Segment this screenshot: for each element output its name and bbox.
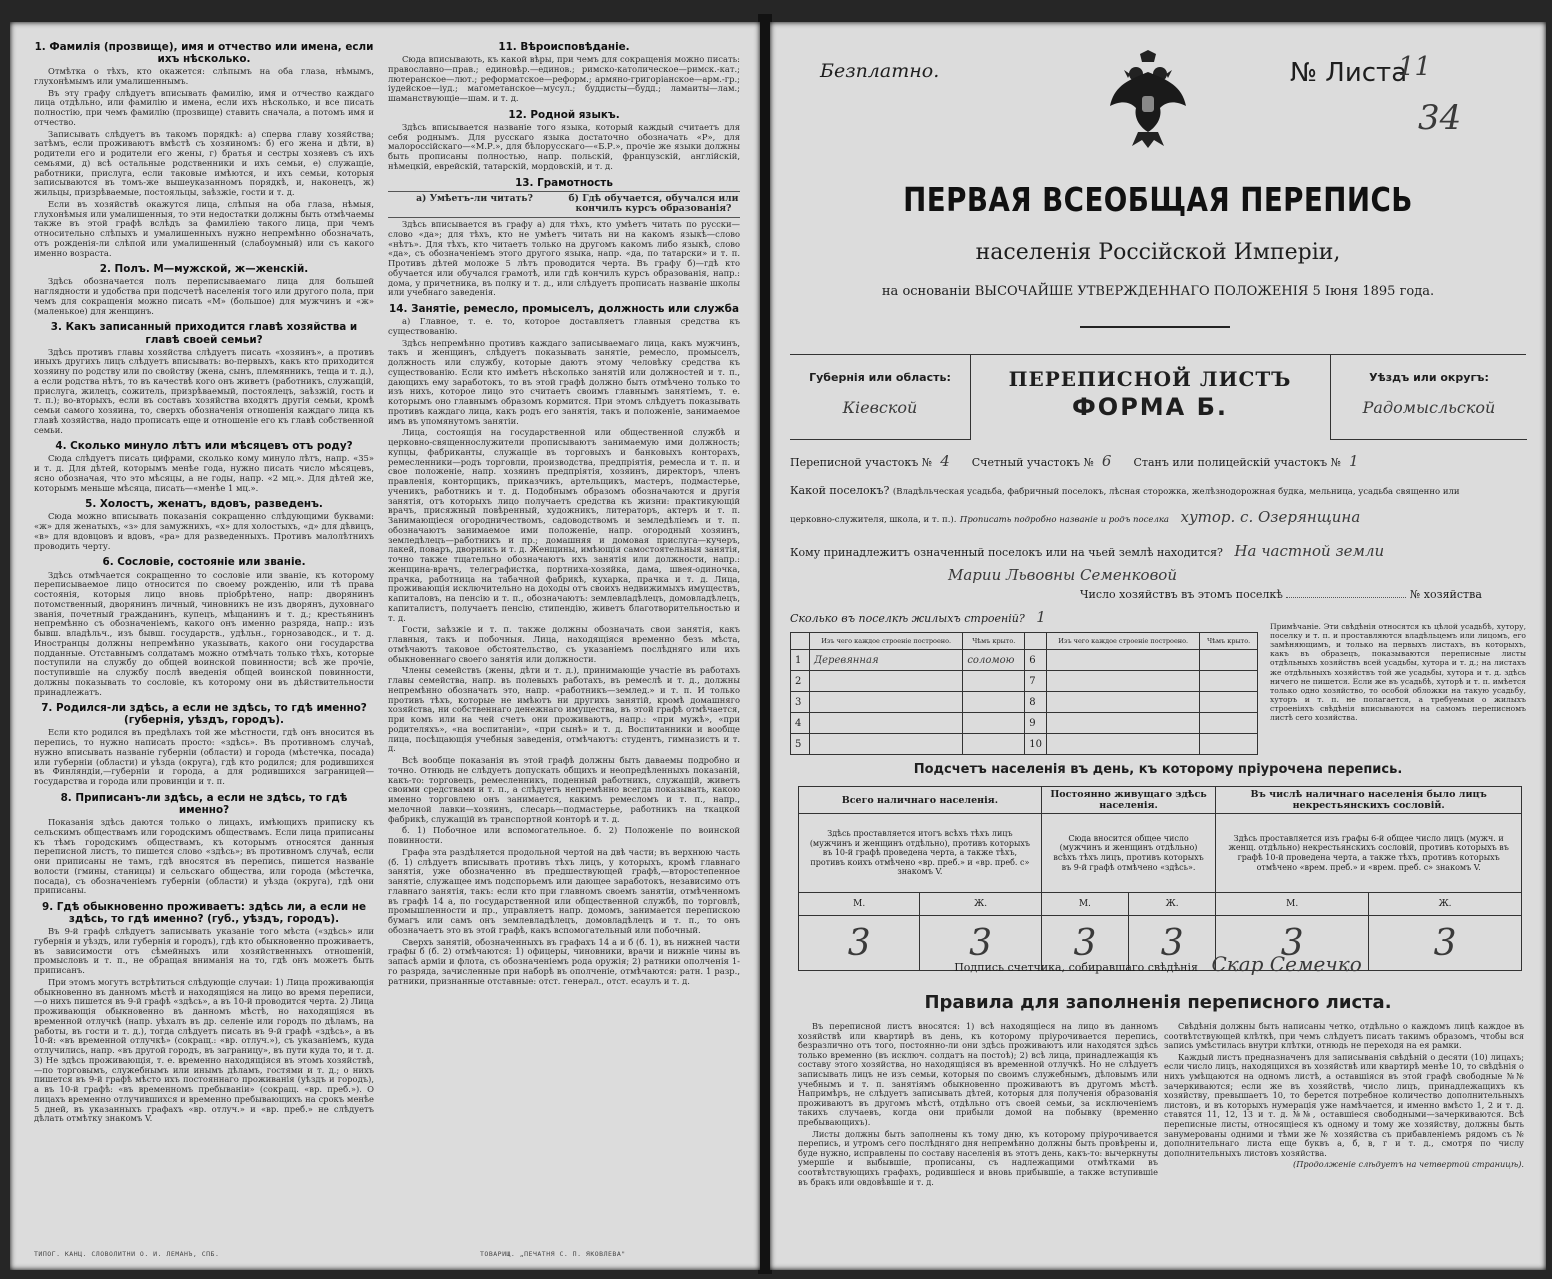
- free-label: Безплатно.: [820, 60, 940, 82]
- census-form-page: [770, 22, 1546, 1270]
- gubernia-field: Губернія или область: Кіевской: [790, 355, 971, 440]
- buildings-table: Изъ чего каждое строеніе построено. Чѣмъ крыто. Изъ чего каждое строеніе построено. Чѣмъ крыто. 1 Деревянная соломою 6 2 7 3 8 4 9 5 10: [790, 632, 1258, 755]
- buildings-count-value: 1: [1036, 608, 1046, 626]
- form-name: ФОРМА Б.: [1071, 393, 1228, 421]
- printer-imprint-right: ТОВАРИЩ. „ПЕЧАТНЯ С. П. ЯКОВЛЕВА": [480, 1250, 626, 1258]
- owner-name-line: [790, 566, 1552, 584]
- instruction-heading: 11. Вѣроисповѣданіе.: [498, 41, 630, 53]
- instruction-paragraph: а) Главное, т. е. то, которое доставляетъ главныя средства къ существованію.: [388, 316, 740, 336]
- building-material: [1047, 671, 1200, 692]
- instruction-heading: 8. Приписанъ-ли здѣсь, а если не здѣсь, то гдѣ именно?: [60, 791, 348, 816]
- census-subtitle: населенія Россійской Имперіи,: [975, 240, 1341, 265]
- sheet-number-label: № Листа: [1290, 58, 1408, 88]
- form-header-box: [790, 354, 1526, 441]
- sheet-number-handwritten-2: 34: [1418, 98, 1462, 138]
- instruction-paragraph: б. 1) Побочное или вспомогательное. б. 2) Положеніе по воинской повинности.: [388, 825, 740, 846]
- instruction-heading: 9. Гдѣ обыкновенно проживаетъ: здѣсь ли, а если не здѣсь, то гдѣ именно? (губ., уѣздъ, городъ).: [41, 901, 367, 926]
- building-roof: [1200, 671, 1258, 692]
- rules-column-2: [1164, 1022, 1524, 1172]
- instruction-paragraph: Сверхъ занятій, обозначенныхъ въ графахъ 14 а и б (б. 1), въ нижней части графы б (б. 2) отмѣчаются: 1) офицеры, чиновники, врачи и нижніе чины въ запасѣ арміи и флота, съ обозначеніемъ рода оружія; 2) ратники ополченія 1-го разряда, зачисленные при наборѣ въ ополченіе, отмѣчаются: ратн. 1 разр., ратники, признанные отставные: отст. генерал., отст. есаулъ и т. д.: [388, 936, 740, 986]
- building-material-header: Изъ чего каждое строеніе построено.: [810, 633, 963, 650]
- building-roof: [963, 713, 1025, 734]
- instruction-heading: 5. Холостъ, женатъ, вдовъ, разведенъ.: [85, 498, 323, 511]
- building-number: 7: [1025, 671, 1047, 692]
- building-material: [810, 671, 963, 692]
- building-roof: [963, 734, 1025, 755]
- list-name: ПЕРЕПИСНОЙ ЛИСТЪ: [1008, 367, 1292, 391]
- instruction-paragraph: Лица, состоящія на государственной или общественной службѣ и церковно-священнослужители прописываютъ занимаемую ими должность; купцы, фабриканты, служащіе въ торговыхъ и банковыхъ конторахъ, ремесленники—родъ торговли, производства, предпріятія, ремесла и т. п. и свое положеніе, напр. хозяинъ предпріятія, хозяинъ, директоръ, членъ правленія, конторщикъ, приказчикъ, артельщикъ, мастеръ, подмастерье, ученикъ, работникъ и т. д. Подобнымъ образомъ обозначаются и другія занятія, отъ которыхъ лицо получаетъ средства къ жизни: практикующій врачъ, присяжный повѣренный, художникъ, литераторъ, актеръ и т. п. Занимающіеся огородничествомъ, садоводствомъ и земледѣліемъ и т. п. обозначаютъ занимаемое ими положеніе, напр. огородный хозяинъ, земледѣлецъ—работникъ и пр.; домашняя и домовая прислуга—кучеръ, лакей, поваръ, дворникъ и т. д. Женщины, имѣющія самостоятельныя занятія, точно также тщательно обозначаютъ ихъ занятія или должности, напр.: женщина-врачъ, телеграфистка, портниха-хозяйка, дама, швея-одиночка, прачка, работница на табачной фабрикѣ, кухарка, прачка и т. д. Лица, проживающія исключительно на доходы отъ своихъ недвижимыхъ имуществъ, капиталовъ, на пенсію и т. п., обозначаютъ: землевладѣлецъ, домовладѣлецъ, капиталистъ, получаетъ пенсію, стипендію, живетъ благотворительностью и т. д.: [388, 427, 740, 623]
- police-district-number: 1: [1349, 452, 1359, 470]
- remark-note: Примѣчаніе. Эти свѣдѣнія относятся къ цѣлой усадьбѣ, хутору, поселку и т. п. и проставляются владѣльцемъ или лицомъ, его замѣняющимъ, и только на первыхъ листахъ, въ которыхъ, какъ въ образецъ, показываются переписные листы отдѣльныхъ хозяйствъ всей усадьбы, хутора и т. д.; на листахъ же отдѣльныхъ хозяйствъ той же усадьбы, хутора и т. д. здѣсь ничего не пишется. Если же въ усадьбѣ, хуторѣ и т. п. имѣется только одно хозяйство, то особой обложки на такую усадьбу, хуторъ и т. п. не полагается, а требуемыя о жилыхъ строеніяхъ свѣдѣнія вписываются на самомъ переписномъ листѣ сего хозяйства.: [1270, 622, 1526, 723]
- building-material: [1047, 692, 1200, 713]
- households-line: Число хозяйствъ въ этомъ поселкѣ № хозяйства: [1080, 588, 1482, 601]
- settlement-type-line: Какой поселокъ? (Владѣльческая усадьба, фабричный поселокъ, лѣсная сторожка, желѣзнодорожная будка, мельница, усадьба священно или: [790, 484, 1460, 497]
- enumerator-signature-line: Подпись счетчика, собиравшаго свѣдѣнія Скар Семечко: [954, 952, 1362, 976]
- building-number: 4: [791, 713, 810, 734]
- census-title: ПЕРВАЯ ВСЕОБЩАЯ ПЕРЕПИСЬ: [903, 180, 1413, 219]
- enumerator-signature: Скар Семечко: [1211, 952, 1362, 976]
- table-row: [791, 692, 1258, 713]
- instructions-column-2: [388, 36, 740, 1230]
- form-title-block: [970, 355, 1330, 439]
- instruction-paragraph: Здѣсь противъ главы хозяйства слѣдуетъ писать «хозяинъ», а противъ иныхъ другихъ лицъ слѣдуетъ вписывать: во-первыхъ, какъ кто приходится хозяину по родству или по свойству (жена, сынъ, племянникъ, теща и т. д.), а если родства нѣтъ, то въ качествѣ кого онъ живетъ (работникъ, служащій, прислуга, жилецъ, сожитель, призрѣваемый, постоялецъ, заѣзжій, гость и т. п.); во-вторыхъ, если въ составъ хозяйства входятъ другія семьи, кромѣ семьи самого хозяина, то, сверхъ обозначенія отношенія каждаго лица къ главѣ хозяйства, надо прописать еще и отношеніе его къ главѣ собственной семьи.: [34, 346, 374, 435]
- uezd-field: Уѣздъ или округъ: Радомысльской: [1330, 355, 1527, 440]
- instruction-heading: 6. Сословіе, состояніе или званіе.: [102, 556, 306, 569]
- instruction-heading: 4. Сколько минуло лѣтъ или мѣсяцевъ отъ роду?: [55, 440, 353, 453]
- rules-column-1: [798, 1022, 1158, 1189]
- building-material: [1047, 650, 1200, 671]
- rule-paragraph: Свѣдѣнія должны быть написаны четко, отдѣльно о каждомъ лицѣ каждое въ соотвѣтствующей клѣткѣ, при чемъ слѣдуетъ писать такимъ образомъ, чтобы вся запись умѣстилась внутри клѣтки, отнюдь не переходя на ея рамки.: [1164, 1021, 1524, 1051]
- count-header-resident: Постоянно живущаго здѣсь населенія.: [1041, 787, 1216, 814]
- rules-title: Правила для заполненія переписного листа.: [924, 992, 1392, 1013]
- present-female-count: 3: [920, 916, 1041, 971]
- building-material: [810, 713, 963, 734]
- instruction-paragraph: Здѣсь обозначается полъ переписываемаго лица для большей наглядности и удобства при подсчетѣ населенія того или другого пола, при чемъ для сокращенія можно писать «М» (большое) для мужчинъ и «ж» (маленькое) для женщинъ.: [34, 276, 374, 316]
- continued-note: (Продолженіе слѣдуетъ на четвертой страницѣ).: [1293, 1159, 1524, 1170]
- building-number: 2: [791, 671, 810, 692]
- instruction-paragraph: Здѣсь непремѣнно противъ каждаго записываемаго лица, какъ мужчинъ, такъ и женщинъ, слѣдуетъ показывать занятіе, ремесло, промыселъ, должность или службу, которые даютъ этому человѣку средства къ существованію. Если кто имѣетъ нѣсколько занятій или должностей и т. п., дающихъ ему заработокъ, то въ этой графѣ должно быть отмѣчено только то изъ нихъ, которое лицо это считаетъ своимъ главнымъ занятіемъ, т. е. которымъ оно главнымъ образомъ кормится. При этомъ слѣдуетъ показывать противъ каждаго лица, какъ родъ его занятія, такъ и положеніе, занимаемое имъ въ упомянутомъ занятіи.: [388, 337, 740, 426]
- double-headed-eagle-emblem: [1108, 50, 1188, 150]
- instruction-paragraph: Сюда можно вписывать показанія сокращенно слѣдующими буквами: «ж» для женатыхъ, «з» для замужнихъ, «х» для холостыхъ, «д» для дѣвицъ, «в» для вдовцовъ и вдовъ, «ра» для разведенныхъ. Противъ малолѣтнихъ проводить черту.: [34, 511, 374, 551]
- instruction-heading: 2. Полъ. М—мужской, ж—женскій.: [99, 263, 309, 276]
- legal-basis: на основаніи ВЫСОЧАЙШЕ УТВЕРЖДЕННАГО ПОЛОЖЕНІЯ 5 Іюня 1895 года.: [881, 284, 1435, 299]
- settlement-name-line: церковно-служителя, школа, и т. п.). Прописать подробно названіе и родъ поселка хутор. с. Озерянщина: [790, 508, 1520, 526]
- building-number: 6: [1025, 650, 1047, 671]
- owner-name-value: Марии Львовны Семенковой: [948, 566, 1177, 584]
- count-header-present: Всего наличнаго населенія.: [799, 787, 1042, 814]
- instruction-paragraph: При этомъ могутъ встрѣтиться слѣдующіе случаи: 1) Лица проживающія обыкновенно въ данномъ мѣстѣ и находящіяся на лицо во время переписи,—о нихъ пишется въ 9-й графѣ «здѣсь», а въ 10-й проводится черта. 2) Лица проживающія обыкновенно въ данномъ мѣстѣ, но находящіяся въ временной отлучкѣ (напр. уѣхалъ въ др. селеніе или городъ по дѣламъ, на работы, въ гости и т. д.), тогда слѣдуетъ писать въ 9-й графѣ «здѣсь», а въ 10-й: «въ временной отлучкѣ» (сокращ.: «вр. отлуч.»), съ указаніемъ, куда отлучились, напр. «въ другой городъ, въ заграницу», въ пути куда то, и т. д. 3) Не здѣсь проживающія, т. е. временно находящіяся въ этомъ хозяйствѣ,—по торговымъ, служебнымъ или инымъ дѣламъ, гостями и т. д.; о нихъ пишется въ 9-й графѣ мѣсто ихъ постояннаго проживанія (уѣздъ и городъ), а въ 10-й графѣ: «въ временномъ пребываніи» (сокращ. «вр. преб.»). О лицахъ временно отлучившихся и временно пребывающихъ на срокъ менѣе 5 дней, въ указанныхъ графахъ «вр. отлуч.» и «вр. преб.» не слѣдуетъ дѣлать отмѣтку знакомъ V.: [34, 976, 374, 1124]
- population-count-table: Всего наличнаго населенія. Постоянно живущаго здѣсь населенія. Въ числѣ наличнаго населенія было лицъ некрестьянскихъ сословій. Здѣсь проставляется итогъ всѣхъ тѣхъ лицъ (мужчинъ и женщинъ отдѣльно), противъ которыхъ въ 10-й графѣ проведена черта, а также тѣхъ, противъ коихъ отмѣчено «вр. преб.» и «вр. преб. с» знакомъ V. Сюда вносится общее число (мужчинъ и женщинъ отдѣльно) всѣхъ тѣхъ лицъ, противъ которыхъ въ 9-й графѣ отмѣчено «здѣсь». Здѣсь проставляется изъ графы 6-й общее число лицъ (мужч. и женщ. отдѣльно) некрестьянскихъ сословій, противъ которыхъ въ графѣ 10-й проведена черта, а также тѣхъ, противъ которыхъ отмѣчено «врем. преб.» и «врем. преб. с» знакомъ V. М. Ж. М. Ж. М. Ж. 3 3 3 3 3 3: [798, 786, 1522, 971]
- building-material: [1047, 713, 1200, 734]
- building-roof: соломою: [963, 650, 1025, 671]
- building-roof: [1200, 713, 1258, 734]
- building-roof: [1200, 692, 1258, 713]
- rule-paragraph: Каждый листъ предназначенъ для записыванія свѣдѣній о десяти (10) лицахъ; если число лицъ, находящихся въ хозяйствѣ или квартирѣ менѣе 10, то свѣдѣнія о нихъ умѣщаются на одномъ листѣ, а оставшіяся въ этой графѣ свободные №№ зачеркиваются; если же въ хозяйствѣ, число лицъ, принадлежащихъ къ хозяйству, превышаетъ 10, то берется потребное количество дополнительныхъ листовъ, и въ которыхъ нумерація уже намѣчается, и именно вмѣсто 1, 2 и т. д. ставятся 11, 12, 13 и т. д. №№, оставшіеся свободными—зачеркиваются. Всѣ переписные листы, относящіеся къ одному и тому же хозяйству, должны быть занумерованы одними и тѣми же № хозяйства съ прибавленіемъ рядомъ съ № дополнительнаго листа еще буквъ а, б, в, г и т. д., смотря по числу дополнительныхъ листовъ хозяйства.: [1164, 1051, 1524, 1158]
- settlement-name-value: хутор. с. Озерянщина: [1180, 508, 1361, 526]
- literacy-subheader: а) Умѣетъ-ли читать?: [416, 192, 533, 204]
- building-number: 1: [791, 650, 810, 671]
- table-row: [791, 671, 1258, 692]
- instruction-paragraph: Гости, заѣзжіе и т. п. также должны обозначать свои занятія, какъ главныя, такъ и побочныя. Лица, находящіяся временно безъ мѣста, отмѣчаютъ таковое обстоятельство, съ указаніемъ послѣдняго или ихъ обыкновеннаго своего занятія или должности.: [388, 624, 740, 664]
- instructions-column-1: [34, 36, 374, 1230]
- instruction-paragraph: Сюда вписывають, къ какой вѣры, при чемъ для сокращенія можно писать: православно—прав.; единовѣр.—единов.; римско-католическое—римск.-кат.; лютеранское—лют.; реформатское—реформ.; армяно-григоріанское—арм.-гр.; іудейское—іуд.; магометанское—мусул.; буддисты—будд.; ламаиты—лам.; шаманствующіе—шам. и т. д.: [388, 54, 740, 104]
- instruction-paragraph: Въ эту графу слѣдуетъ вписывать фамилію, имя и отчество каждаго лица отдѣльно, или фамилію и имена, если ихъ нѣсколько, и все писать полностію, при чемъ фамилію (прозвище) ставить сначала, а потомъ имя и отчество.: [34, 87, 374, 127]
- population-count-title: Подсчетъ населенія въ день, къ которому пріурочена перепись.: [913, 762, 1403, 777]
- instruction-heading: 13. Грамотность: [515, 176, 613, 189]
- district-line: Переписной участокъ № 4 Счетный участокъ № 6 Станъ или полицейскій участокъ № 1: [790, 452, 1520, 470]
- uezd-value: Радомысльской: [1362, 398, 1496, 417]
- rule-paragraph: Листы должны быть заполнены къ тому дню, къ которому пріурочивается перепись, и утромъ сего послѣдняго дня непремѣнно должны быть провѣрены и, буде нужно, исправлены по составу населенія въ этотъ день, какъ-то: вычеркнуты умершіе и выбывшіе, прописаны, съ надлежащими отмѣтками въ соотвѣтствующихъ графахъ, родившіеся и вновь прибывшіе, а также вступившіе въ бракъ или овдовѣвшіе и т. д.: [798, 1128, 1158, 1187]
- instruction-heading: 7. Родился-ли здѣсь, а если не здѣсь, то гдѣ именно? (губернія, уѣздъ, городъ).: [41, 702, 367, 727]
- building-number: 5: [791, 734, 810, 755]
- rule-paragraph: Въ переписной листъ вносятся: 1) всѣ находящіеся на лицо въ данномъ хозяйствѣ или квартирѣ въ день, къ которому пріурочивается перепись, безразлично отъ того, постоянно-ли они здѣсь проживаютъ или находятся здѣсь только временно (въ исключ. солдатъ на постоѣ); 2) всѣ лица, принадлежащія къ составу этого хозяйства, но находящіяся въ временной отлучкѣ. Но не слѣдуетъ записывать лицъ не изъ семьи, которыя по своимъ служебнымъ, дѣловымъ или учебнымъ и т. п. занятіямъ обыкновенно проживаютъ въ другомъ мѣстѣ. Напримѣръ, не слѣдуетъ записывать дѣтей, которыя для полученія образованія проживаютъ въ другомъ мѣстѣ, отдѣльно отъ своей семьи, за исключеніемъ такихъ случаевъ, когда они прибыли домой на побывку (временно пребывающихъ).: [798, 1021, 1158, 1127]
- instruction-paragraph: Если въ хозяйствѣ окажутся лица, слѣпыя на оба глаза, нѣмыя, глухонѣмыя или умалишенныя, то эти недостатки должны быть отмѣчаемы также въ этой графѣ вслѣдъ за фамиліею такого лица, при чемъ относительно слѣпыхъ и умалишенныхъ нужно непремѣнно обозначать, отъ рожденія-ли слѣпой или умалишенный (слабоумный) или съ какого именно возраста.: [34, 198, 374, 258]
- instruction-paragraph: Здѣсь вписывается названіе того языка, который каждый считаетъ для себя роднымъ. Для русскаго языка достаточно обозначать «Р», для малороссійскаго—«М.Р.», для бѣлорусскаго—«Б.Р.», прочіе же языки должны быть прописаны полностью, напр. польскій, французскій, англійскій, нѣмецкій, еврейскій, татарскій, мордовскій, и т. д.: [388, 121, 740, 171]
- owner-line: Кому принадлежитъ означенный поселокъ или на чьей землѣ находится? На частной земли: [790, 542, 1520, 560]
- non-peasant-female-count: 3: [1369, 916, 1522, 971]
- instruction-paragraph: Здѣсь отмѣчается сокращенно то сословіе или званіе, къ которому переписываемое лицо относится по своему рожденію, или тѣ права состоянія, которыя лицо вновь пріобрѣтено, напр: дворянинъ потомственный, дворянинъ личный, чиновникъ не изъ дворянъ, духовнаго званія, почетный гражданинъ, купецъ, мѣщанинъ и т. д.; крестьянинъ непремѣнно съ обозначеніемъ, какого онъ именно разряда, напр.: изъ бывш. владѣльч., изъ бывш. государств., удѣльн., горнозаводск., и т. д. Иностранцы должны непремѣнно указывать, какого они государства подданные. Отставнымъ солдатамъ можно отмѣчать только тѣхъ, которые поступили на службу до общей воинской повинности; всѣ же прочіе, поступившіе на службу послѣ введенія общей воинской повинности, должны показывать то сословіе, къ которому они въ дѣйствительности принадлежатъ.: [34, 569, 374, 697]
- printer-imprint-left: ТИПОГ. КАНЦ. СЛОВОЛИТНИ О. И. ЛЕМАНЪ, СПБ.: [34, 1250, 220, 1258]
- count-header-non-peasant: Въ числѣ наличнаго населенія было лицъ некрестьянскихъ сословій.: [1216, 787, 1522, 814]
- instruction-heading: 14. Занятіе, ремесло, промыселъ, должность или служба: [389, 303, 739, 316]
- instructions-page: [10, 22, 760, 1270]
- buildings-count-line: Сколько въ поселкѣ жилыхъ строеній? 1: [790, 608, 1520, 626]
- building-number: 9: [1025, 713, 1047, 734]
- building-roof-header: Чѣмъ крыто.: [963, 633, 1025, 650]
- instruction-paragraph: Здѣсь вписывается въ графу а) для тѣхъ, кто умѣетъ читать по русски—слово «да»; для тѣхъ, кто не умѣетъ читать ни на какомъ языкѣ—слово «нѣтъ». Для тѣхъ, кто читаетъ только на другомъ какомъ либо языкѣ, слово «да», съ обозначеніемъ этого другого языка, напр. «да, по татарски» и т. п. Противъ дѣтей моложе 5 лѣтъ проводится черта. Въ графу б)—гдѣ кто обучается или обучался грамотѣ, или гдѣ кончилъ курсъ образованія, напр.: дома, у причетника, въ полку и т. д., или слѣдуетъ прописать названіе школы или учебнаго заведенія.: [388, 219, 740, 298]
- instruction-paragraph: Отмѣтка о тѣхъ, кто окажется: слѣпымъ на оба глаза, нѣмымъ, глухонѣмымъ или умалишеннымъ.: [34, 66, 374, 86]
- instruction-heading: 12. Родной языкъ.: [508, 108, 620, 121]
- instruction-paragraph: Записывать слѣдуетъ въ такомъ порядкѣ: а) сперва главу хозяйства; затѣмъ, если проживаютъ вмѣстѣ съ хозяиномъ: б) его жена и дѣти, в) родители его и родители его жены, г) братья и сестры хозяевъ съ ихъ семьями, д) всѣ остальные родственники и ихъ семьи, е) служащіе, работники, прислуга, если таковые имѣются, и ихъ семьи, которыя записываются въ томъ-же вышеуказанномъ порядкѣ, и, наконецъ, ж) жильцы, призрѣваемые, постояльцы, заѣзжіе, гости и т. д.: [34, 128, 374, 198]
- building-material: Деревянная: [810, 650, 963, 671]
- instruction-paragraph: Въ 9-й графѣ слѣдуетъ записывать указаніе того мѣста («здѣсь» или губернія и уѣздъ, или губернія и городъ), гдѣ кто обыкновенно проживаетъ, въ зависимости отъ сѣмейныхъ или хозяйственныхъ отношеній, промысловъ и т. п., не обращая вниманія на то, гдѣ онъ можетъ быть приписанъ.: [34, 926, 374, 976]
- sheet-number-handwritten: 11: [1398, 52, 1432, 82]
- count-district-number: 6: [1101, 452, 1112, 470]
- present-male-count: 3: [799, 916, 920, 971]
- owner-value: На частной земли: [1234, 542, 1385, 560]
- building-number: 10: [1025, 734, 1047, 755]
- building-material: [810, 734, 963, 755]
- building-number: 3: [791, 692, 810, 713]
- literacy-subheaders: [388, 191, 740, 218]
- instruction-paragraph: Члены семействъ (жены, дѣти и т. д.), принимающіе участіе въ работахъ главы семейства, напр. въ полевыхъ работахъ, въ ремеслѣ и т. д., должны непремѣнно обозначать это, напр. «работникъ—землед.» и т. п. И только противъ тѣхъ, которые не имѣютъ ни другихъ занятій, кромѣ домашняго хозяйства, ни собственнаго денежнаго имущества, въ этой графѣ отмѣчается, при комъ или на чей счетъ они проживаютъ, напр.: «при мужѣ», «при родителяхъ», «на воспитаніи», «при сынѣ» и т. д. Воспитанники и вообще лица, посѣщающія учебныя заведенія, отмѣчаютъ: студентъ, гимназистъ и т. д.: [388, 665, 740, 754]
- census-district-number: 4: [940, 452, 950, 470]
- instruction-paragraph: Показанія здѣсь даются только о лицахъ, имѣющихъ приписку къ сельскимъ обществамъ или городскимъ обществамъ. Если лица приписаны къ тѣмъ городскимъ обществамъ, къ которымъ относятся данныя переписной листъ, то пишется слово «здѣсь»; въ противномъ случаѣ, если они приписаны не тамъ, гдѣ вносятся въ перепись, пишется названіе волости (гмины, станицы) и сельскаго общества, или города (мѣстечка, посада), съ обозначеніемъ губерніи (области) и уѣзда (округа), гдѣ они приписаны.: [34, 817, 374, 896]
- resident-male-count: 3: [1041, 916, 1128, 971]
- table-row: [791, 734, 1258, 755]
- non-peasant-male-count: 3: [1216, 916, 1369, 971]
- literacy-subheader: б) Гдѣ обучается, обучался или кончилъ курсъ образованія?: [568, 192, 739, 215]
- resident-female-count: 3: [1129, 916, 1216, 971]
- building-material: [810, 692, 963, 713]
- instruction-paragraph: Всѣ вообще показанія въ этой графѣ должны быть даваемы подробно и точно. Отнюдь не слѣдуетъ допускать общихъ и неопредѣленныхъ показаній, какъ-то: торговецъ, ремесленникъ, поденный работникъ, служащій, живетъ своими средствами и т. п., а слѣдуетъ непремѣнно всегда показывать, какою именно торговлею онъ занимается, какимъ ремесломъ и т. п., напр., мелочной лавки—хозяинъ, слесарь—подмастерье, работникъ на ткацкой фабрикѣ, служащій въ транспортной конторѣ и т. д.: [388, 755, 740, 824]
- building-roof: [1200, 734, 1258, 755]
- divider: [1080, 326, 1230, 328]
- table-row: [791, 713, 1258, 734]
- building-number: 8: [1025, 692, 1047, 713]
- gubernia-value: Кіевской: [842, 398, 918, 417]
- building-roof: [1200, 650, 1258, 671]
- building-material: [1047, 734, 1200, 755]
- building-roof: [963, 692, 1025, 713]
- building-roof: [963, 671, 1025, 692]
- instruction-paragraph: Графа эта раздѣляется продольной чертой на двѣ части; въ верхнюю часть (б. 1) слѣдуетъ вписывать противъ тѣхъ лицъ, у которыхъ, кромѣ главнаго занятія, уже обозначенно въ предшествующей графѣ,—второстепенное занятіе, служащее имъ подспорьемъ или дающее заработокъ, независимо отъ главнаго занятія, такъ: если кто при главномъ своемъ занятіи, отмѣченномъ въ графѣ 14 а, по государственной или общественной службѣ, по торговлѣ, промышленности и пр., управляетъ напр. домомъ, занимается перепискою бумагъ или самъ онъ землевладѣлецъ, домовладѣлецъ и т. п., то онъ обозначаетъ это въ этой графѣ, какъ вспомогательный или побочный.: [388, 846, 740, 935]
- table-row: [791, 650, 1258, 671]
- instruction-paragraph: Если кто родился въ предѣлахъ той же мѣстности, гдѣ онъ вносится въ перепись, то нужно написать просто: «здѣсь». Въ противномъ случаѣ, нужно вписывать названіе губерніи (области) и города (мѣстечка, посада) или губерніи (области) и уѣзда (округа), гдѣ кто родился; для родившихся въ Финляндіи,—губерніи и города, а для родившихся заграницей—государства и города или провинціи и т. п.: [34, 727, 374, 787]
- instruction-heading: 1. Фамилія (прозвище), имя и отчество или имена, если ихъ нѣсколько.: [34, 41, 374, 66]
- instruction-paragraph: Сюда слѣдуетъ писать цифрами, сколько кому минуло лѣтъ, напр. «35» и т. д. Для дѣтей, которымъ менѣе года, нужно писать число мѣсяцевъ, ясно обозначая, что это мѣсяцы, а не годы, напр. «2 мц.». Для дѣтей же, которымъ меньше мѣсяца, писать—«менѣе 1 мц.».: [34, 453, 374, 493]
- instruction-heading: 3. Какъ записанный приходится главѣ хозяйства и главѣ своей семьи?: [50, 321, 358, 346]
